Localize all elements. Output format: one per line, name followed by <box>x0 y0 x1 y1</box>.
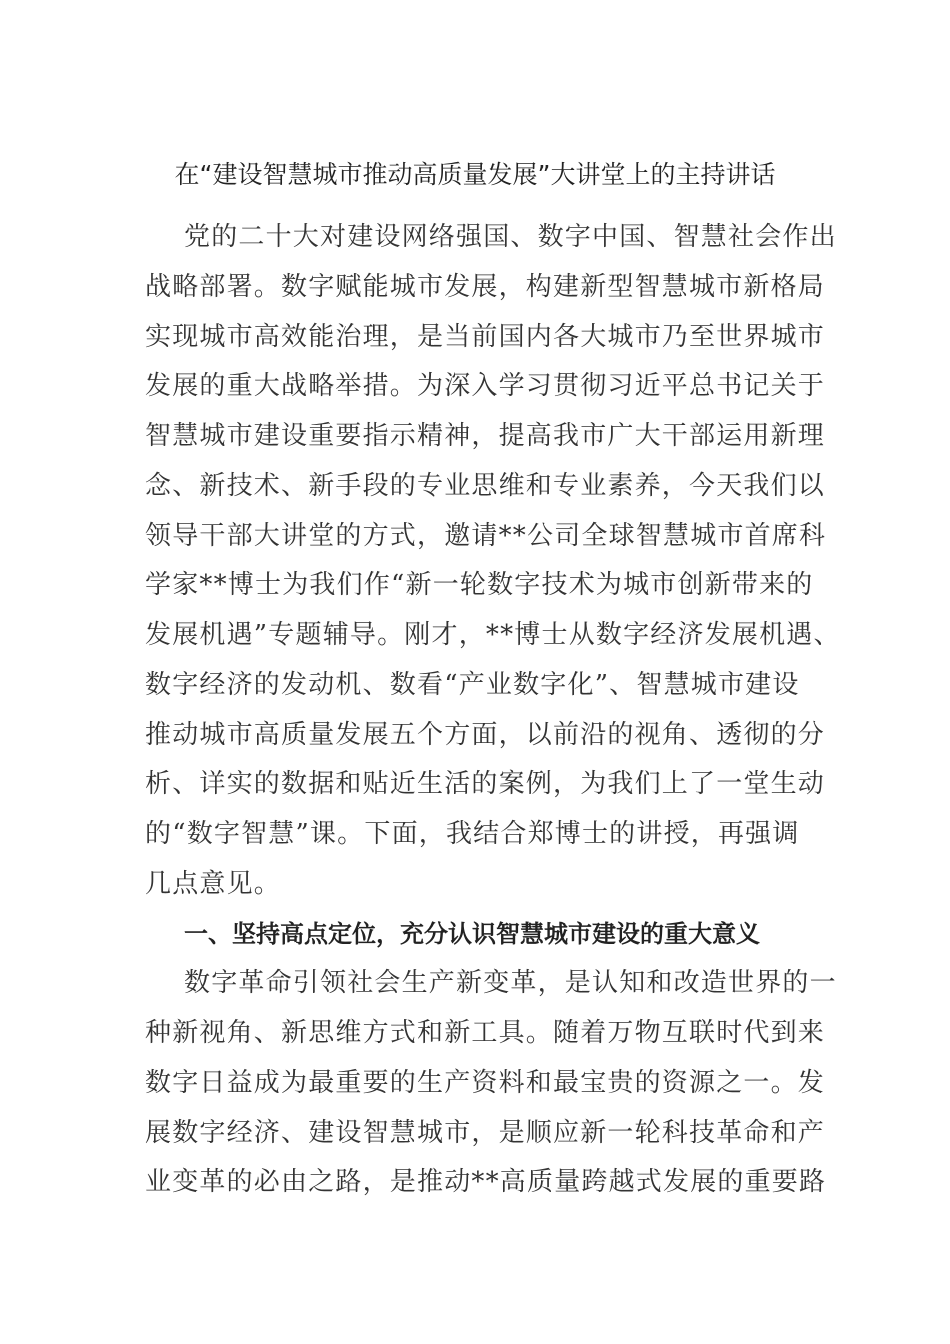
paragraph-line: 发展机遇”专题辅导。刚才，**博士从数字经济发展机遇、 <box>145 620 841 650</box>
paragraph-line: 学家**博士为我们作“新一轮数字技术为城市创新带来的 <box>145 570 814 600</box>
paragraph-line: 实现城市高效能治理，是当前国内各大城市乃至世界城市 <box>145 322 826 352</box>
paragraph-line: 念、新技术、新手段的专业思维和专业素养，今天我们以 <box>145 471 826 501</box>
paragraph-line: 几点意见。 <box>145 869 282 899</box>
paragraph-line: 的“数字智慧”课。下面，我结合郑博士的讲授，再强调 <box>145 819 800 849</box>
section-heading: 一、坚持高点定位，充分认识智慧城市建设的重大意义 <box>184 920 760 948</box>
paragraph-line: 推动城市高质量发展五个方面，以前沿的视角、透彻的分 <box>145 720 826 750</box>
paragraph-line: 发展的重大战略举措。为深入学习贯彻习近平总书记关于 <box>145 371 826 401</box>
paragraph-line: 领导干部大讲堂的方式，邀请**公司全球智慧城市首席科 <box>145 521 827 551</box>
paragraph-line: 析、详实的数据和贴近生活的案例，为我们上了一堂生动 <box>145 769 826 799</box>
paragraph-line: 党的二十大对建设网络强国、数字中国、智慧社会作出 <box>184 222 837 252</box>
paragraph-line: 数字经济的发动机、数看“产业数字化”、智慧城市建设 <box>145 670 800 700</box>
paragraph-line: 战略部署。数字赋能城市发展，构建新型智慧城市新格局 <box>145 272 826 302</box>
paragraph-line: 业变革的必由之路，是推动**高质量跨越式发展的重要路 <box>145 1167 827 1197</box>
document-title: 在“建设智慧城市推动高质量发展”大讲堂上的主持讲话 <box>174 160 776 189</box>
paragraph-line: 展数字经济、建设智慧城市，是顺应新一轮科技革命和产 <box>145 1118 826 1148</box>
paragraph-line: 数字日益成为最重要的生产资料和最宝贵的资源之一。发 <box>145 1068 826 1098</box>
paragraph-line: 数字革命引领社会生产新变革，是认知和改造世界的一 <box>184 968 837 998</box>
paragraph-line: 种新视角、新思维方式和新工具。随着万物互联时代到来 <box>145 1018 826 1048</box>
paragraph-line: 智慧城市建设重要指示精神，提高我市广大干部运用新理 <box>145 421 826 451</box>
